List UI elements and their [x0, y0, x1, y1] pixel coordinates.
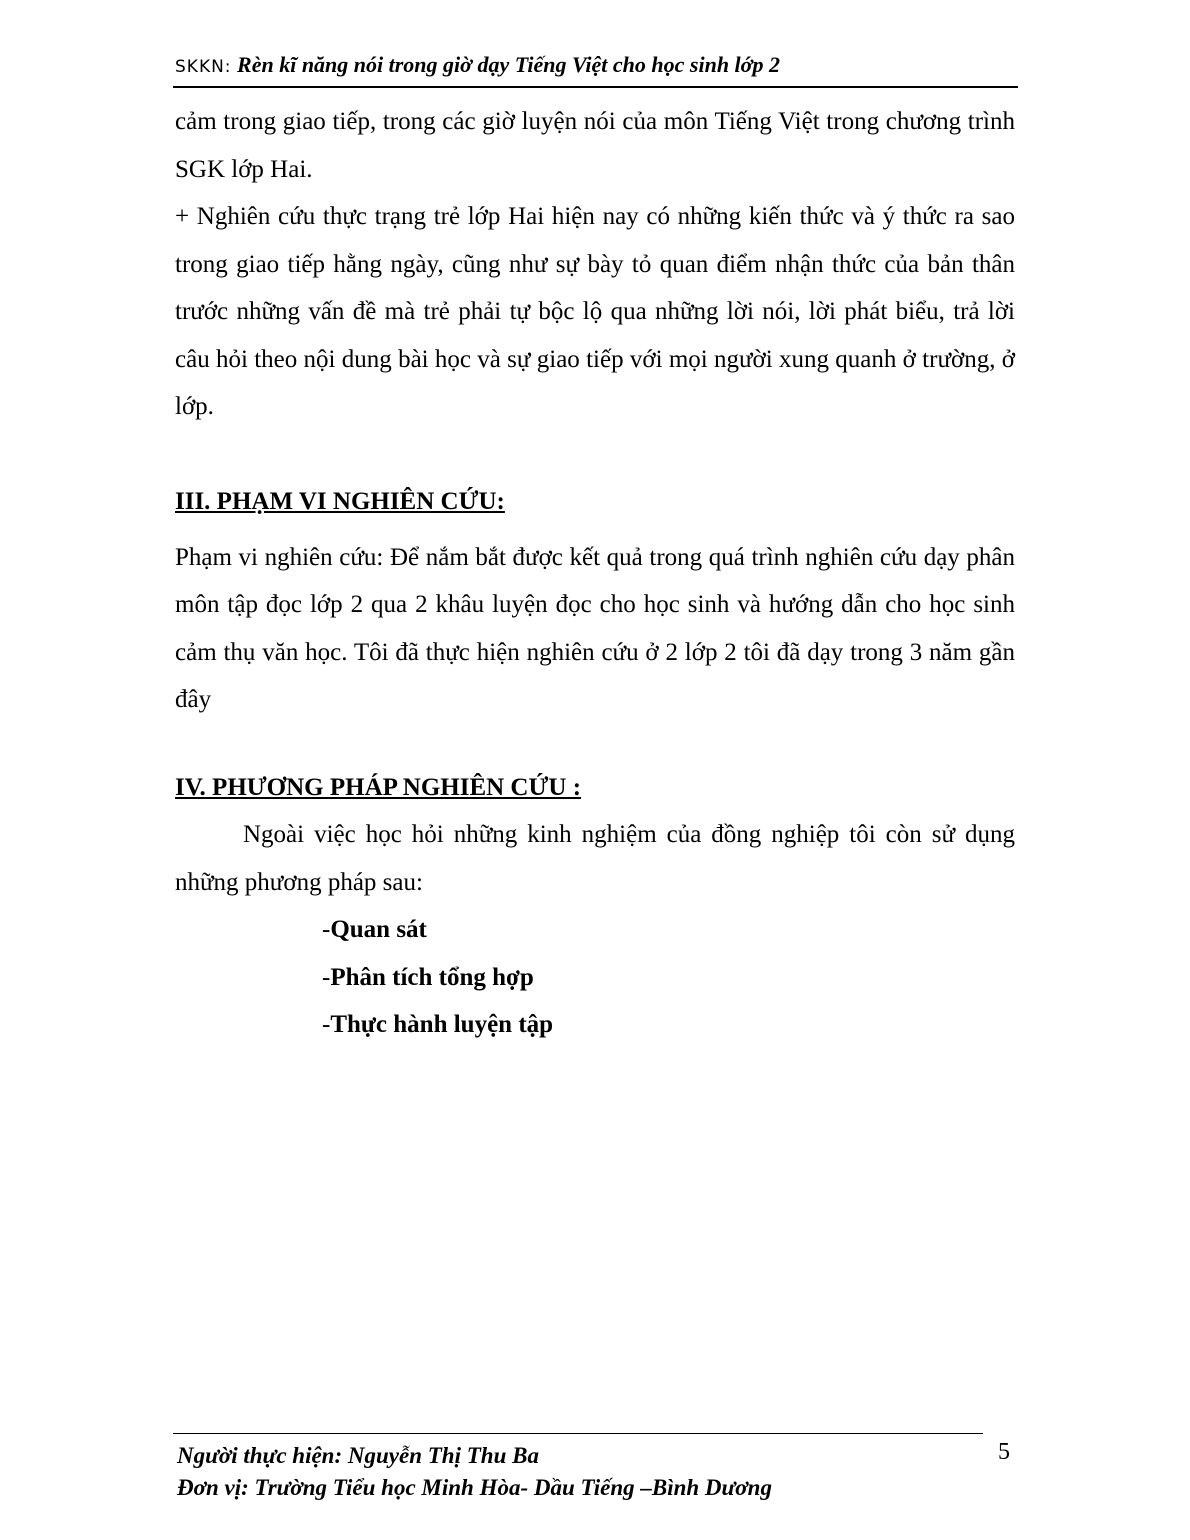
page-footer — [177, 1440, 997, 1504]
footer-author: Người thực hiện: Nguyễn Thị Thu Ba — [177, 1443, 539, 1468]
footer-unit: Đơn vị: Trường Tiểu học Minh Hòa- Dầu Tiếng –Bình Dương — [177, 1475, 772, 1500]
section-4-paragraph: Ngoài việc học hỏi những kinh nghiệm của đồng nghiệp tôi còn sử dụng những phương pháp sau: — [175, 821, 1015, 896]
method-label: Thực hành luyện tập — [330, 1011, 554, 1038]
document-body — [175, 98, 1015, 1049]
spacer — [175, 431, 1015, 479]
section-3-heading: III. PHẠM VI NGHIÊN CỨU: — [175, 488, 505, 515]
method-item: -Quan sát — [322, 916, 427, 943]
intro-paragraph-2: + Nghiên cứu thực trạng trẻ lớp Hai hiện nay có những kiến thức và ý thức ra sao trong giao tiếp hằng ngày, cũng như sự bày tỏ quan điểm nhận thức của bản thân trước những vấn đề mà trẻ phải tự bộc lộ qua những lời nói, lời phát biểu, trả lời câu hỏi theo nội dung bài học và sự giao tiếp với mọi người xung quanh ở trường, ở lớp. — [175, 203, 1015, 420]
intro-paragraph-1: cảm trong giao tiếp, trong các giờ luyện nói của môn Tiếng Việt trong chương trình SGK lớp Hai. — [175, 108, 1015, 183]
section-3-paragraph: Phạm vi nghiên cứu: Để nắm bắt được kết quả trong quá trình nghiên cứu dạy phân môn tập đọc lớp 2 qua 2 khâu luyện đọc cho học sinh và hướng dẫn cho học sinh cảm thụ văn học. Tôi đã thực hiện nghiên cứu ở 2 lớp 2 tôi đã dạy trong 3 năm gần đây — [175, 543, 1015, 713]
spacer — [175, 526, 1015, 534]
method-item: -Phân tích tổng hợp — [322, 963, 534, 991]
page-header — [175, 48, 1018, 84]
page-number: 5 — [998, 1439, 1010, 1465]
footer-divider — [173, 1433, 983, 1434]
method-label: Phân tích tổng hợp — [330, 963, 534, 991]
header-title: Rèn kĩ năng nói trong giờ dạy Tiếng Việt cho học sinh lớp 2 — [237, 52, 780, 77]
section-4-heading: IV. PHƯƠNG PHÁP NGHIÊN CỨU : — [175, 773, 582, 801]
method-item: -Thực hành luyện tập — [322, 1011, 554, 1038]
method-list — [175, 906, 1015, 1049]
header-prefix: SKKN: — [175, 57, 232, 77]
method-label: Quan sát — [330, 916, 427, 943]
spacer — [175, 724, 1015, 764]
header-divider — [173, 86, 1018, 88]
